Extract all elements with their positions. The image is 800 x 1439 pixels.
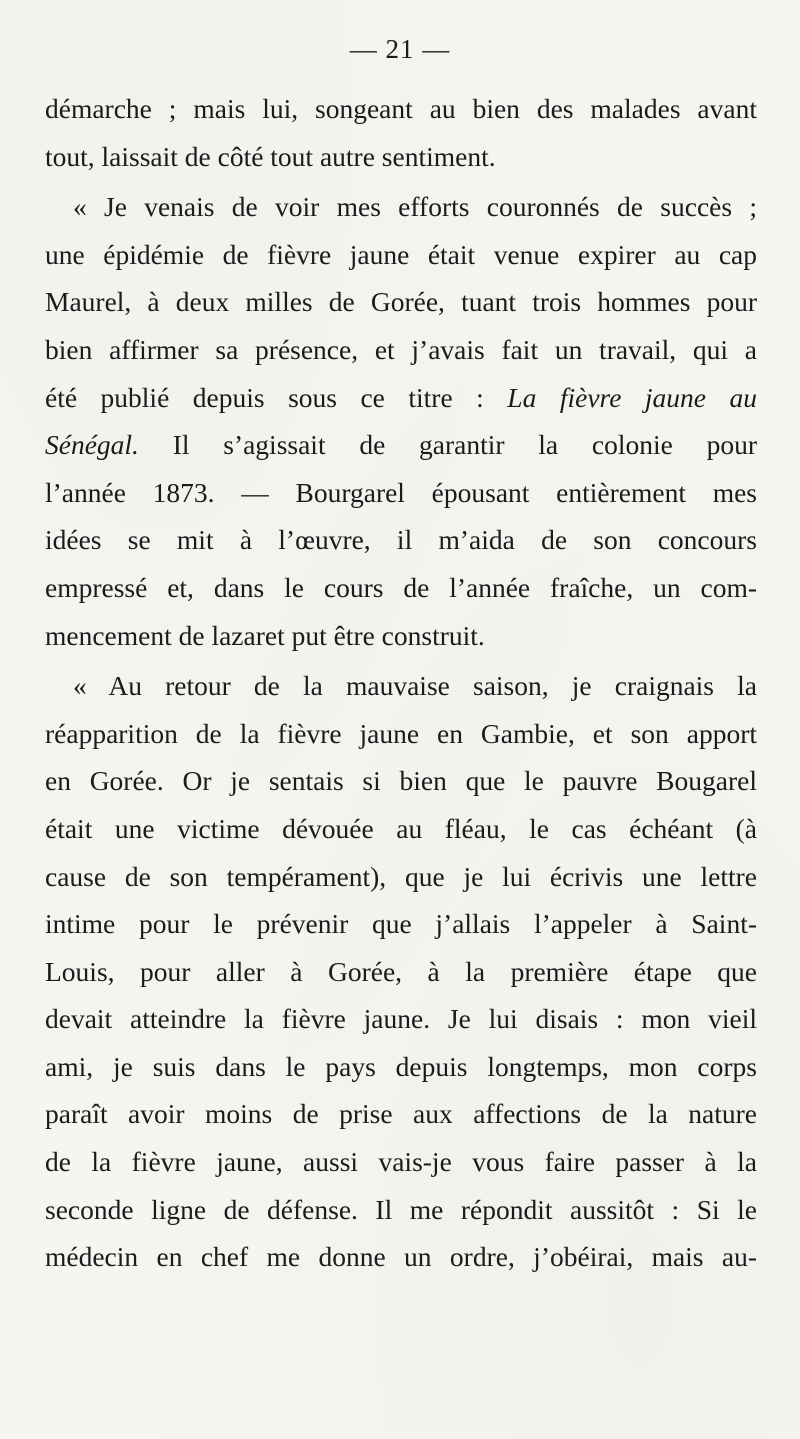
text-line: en Gorée. Or je sentais si bien que le pauvre Bougarel — [45, 765, 757, 797]
text-line: l’année 1873. — Bourgarel épousant entièrement mes — [45, 476, 757, 508]
paragraph-1 — [45, 85, 757, 180]
text-line: « Au retour de la mauvaise saison, je craignais la — [73, 670, 757, 702]
text-line: seconde ligne de défense. Il me répondit aussitôt : Si le — [45, 1193, 757, 1225]
text-segment: été publié depuis sous ce titre : — [45, 381, 508, 413]
text-line: Louis, pour aller à Gorée, à la première étape que — [45, 955, 757, 987]
text-line: réapparition de la fièvre jaune en Gambie, et son apport — [45, 717, 757, 749]
text-line: cause de son tempérament), que je lui écrivis une lettre — [45, 860, 757, 892]
text-line: paraît avoir moins de prise aux affections de la nature — [45, 1098, 757, 1130]
text-line: intime pour le prévenir que j’allais l’appeler à Saint- — [45, 908, 757, 940]
text-line: tout, laissait de côté tout autre sentiment. — [45, 140, 496, 172]
paragraph-2 — [45, 183, 757, 659]
text-line: idées se mit à l’œuvre, il m’aida de son concours — [45, 524, 757, 556]
text-line-with-title — [45, 374, 757, 422]
text-line: ami, je suis dans le pays depuis longtemps, mon corps — [45, 1050, 757, 1082]
text-line: médecin en chef me donne un ordre, j’obéirai, mais au- — [45, 1241, 757, 1273]
text-segment: Il s’agissait de garantir la colonie pour — [138, 429, 757, 461]
text-line: « Je venais de voir mes efforts couronnés de succès ; — [73, 191, 757, 223]
text-line: empressé et, dans le cours de l’année fraîche, un com- — [45, 571, 757, 603]
text-line: bien affirmer sa présence, et j’avais fait un travail, qui a — [45, 333, 757, 365]
text-line: démarche ; mais lui, songeant au bien des malades avant — [45, 93, 757, 124]
text-line-with-title — [45, 421, 757, 469]
text-line: Maurel, à deux milles de Gorée, tuant trois hommes pour — [45, 286, 757, 318]
text-line: une épidémie de fièvre jaune était venue expirer au cap — [45, 238, 757, 270]
paragraph-3 — [45, 662, 757, 1281]
book-title-italic-continued: Sénégal. — [45, 429, 139, 461]
text-line: devait atteindre la fièvre jaune. Je lui disais : mon vieil — [45, 1003, 757, 1035]
text-line: de la fièvre jaune, aussi vais-je vous faire passer à la — [45, 1146, 757, 1178]
body-text — [45, 85, 757, 1281]
book-title-italic: La fièvre jaune au — [507, 381, 757, 413]
text-line: était une victime dévouée au fléau, le cas échéant (à — [45, 812, 757, 844]
text-line: mencement de lazaret put être construit. — [45, 619, 485, 651]
page-number: — 21 — — [349, 34, 451, 64]
